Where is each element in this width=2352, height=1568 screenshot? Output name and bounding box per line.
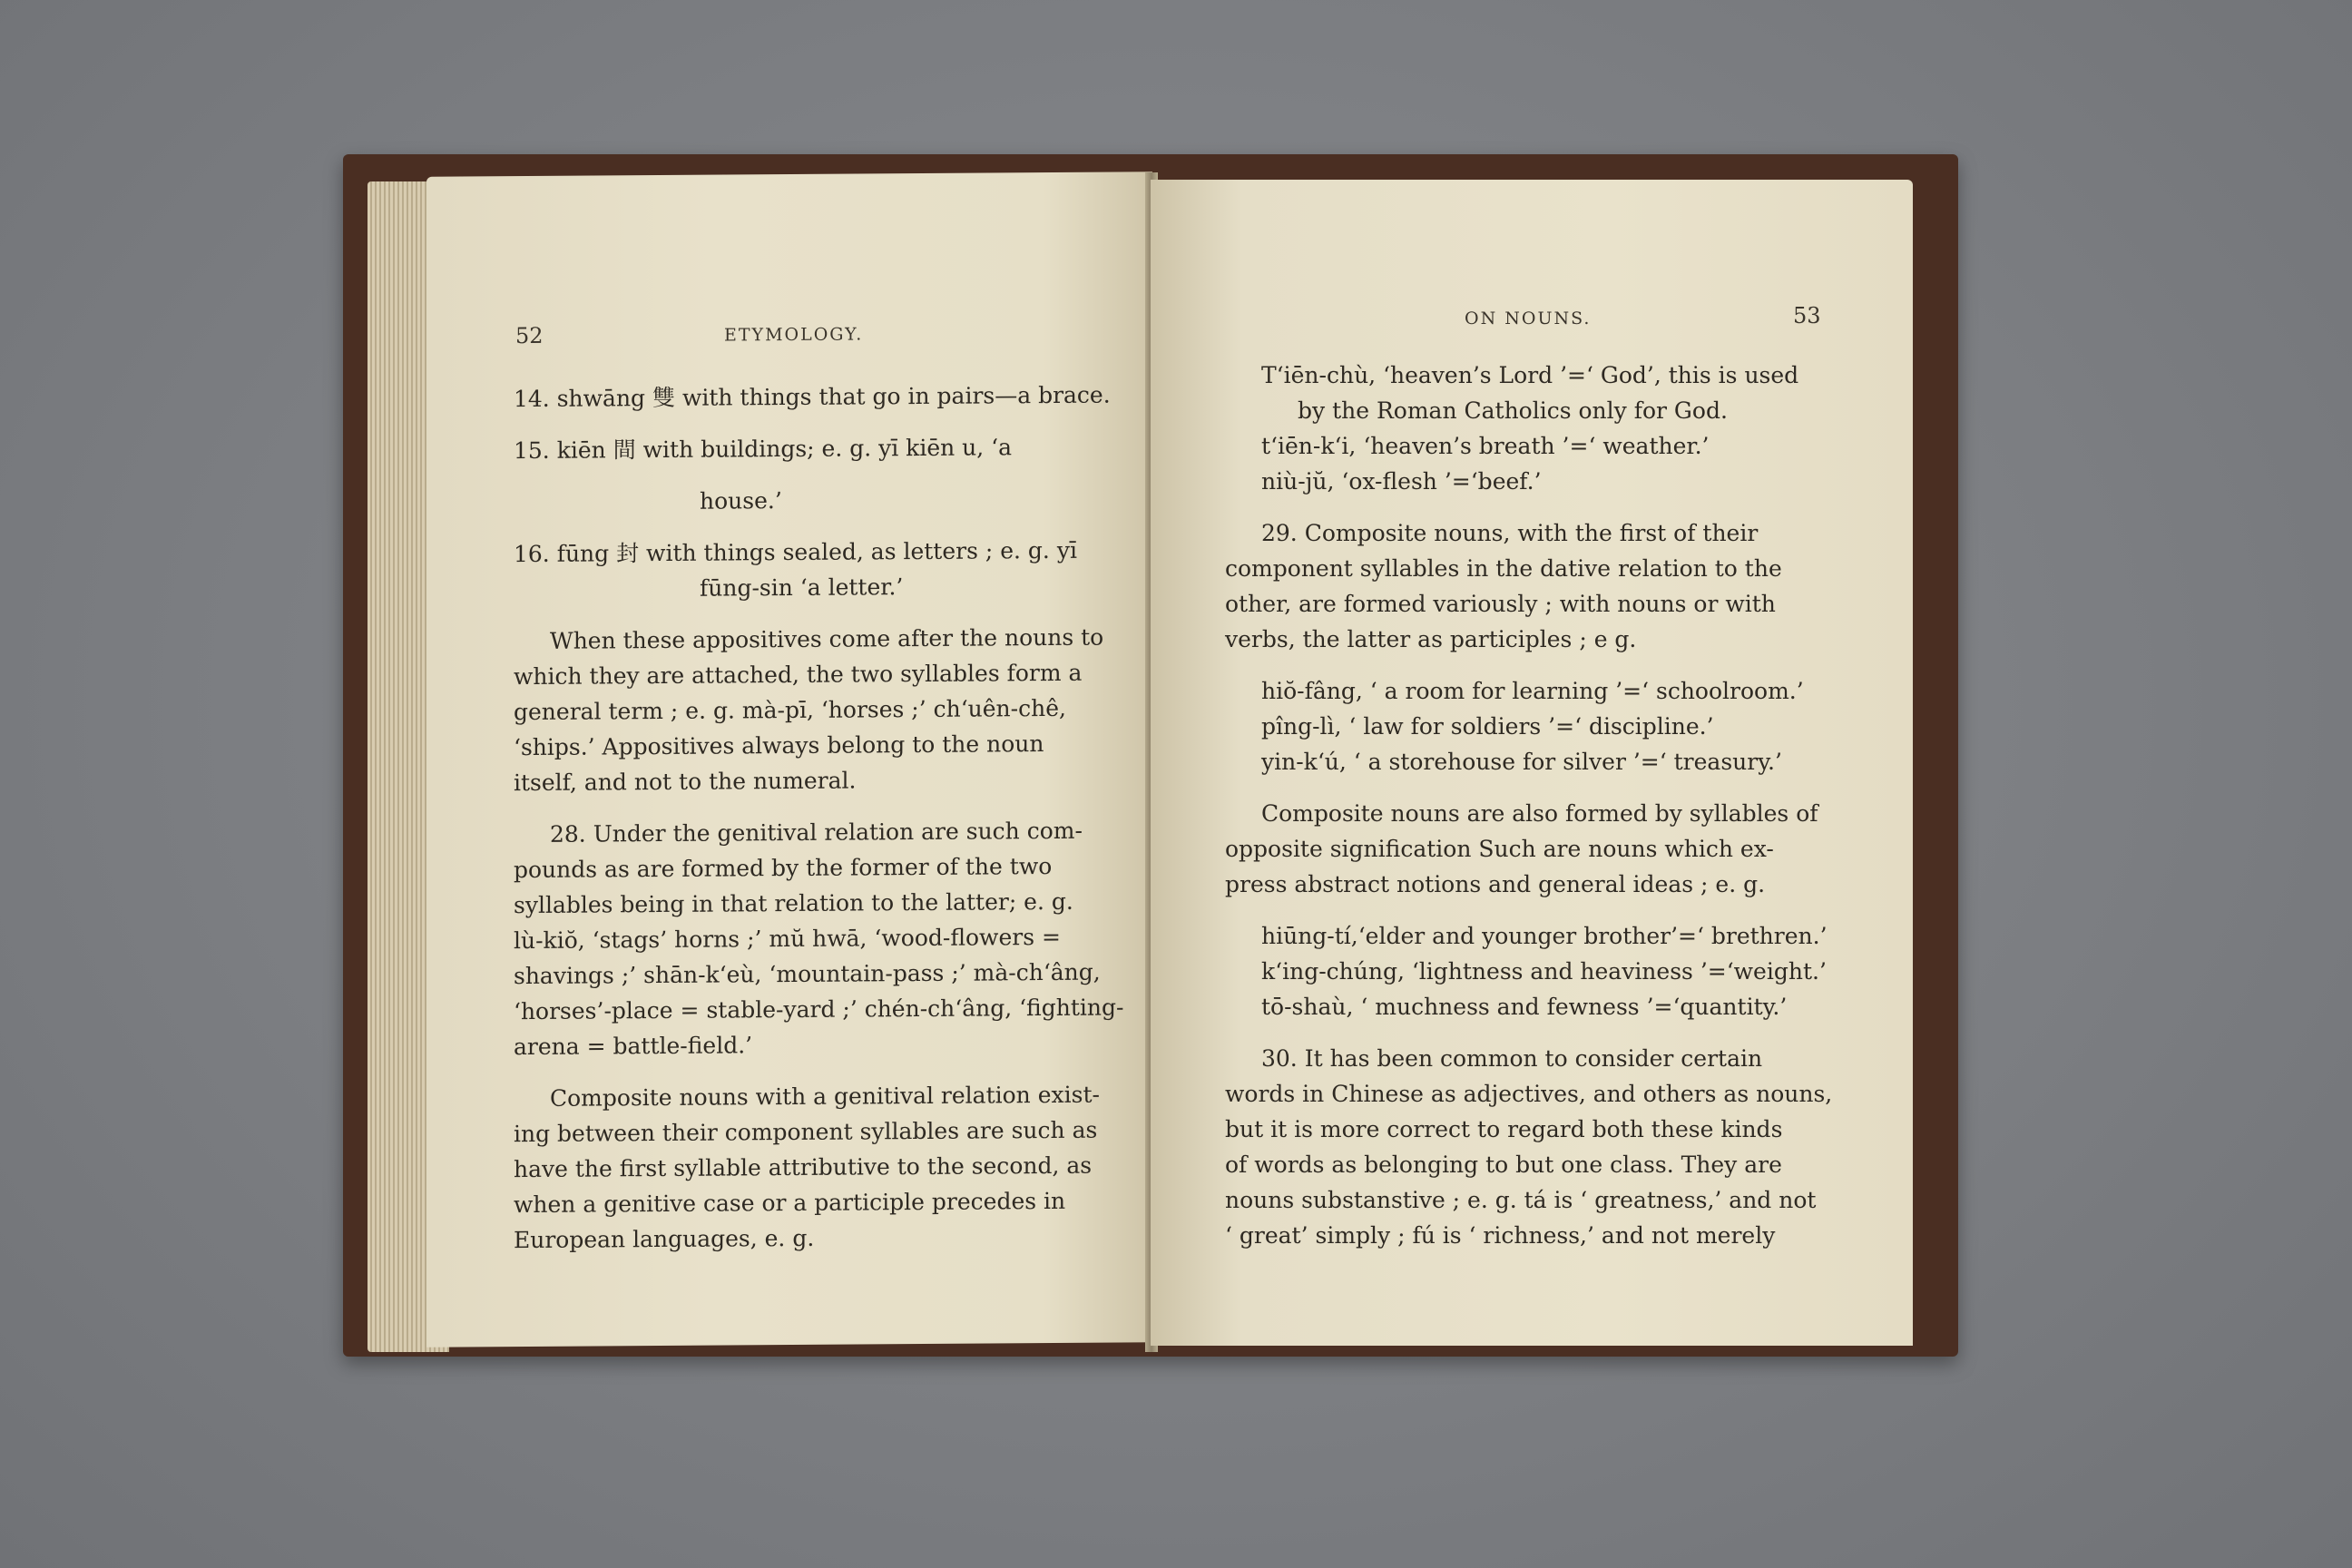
text-line: syllables being in that relation to the latter; e. g. [514, 887, 1073, 919]
text-line: niù-jŭ, ‘ox-flesh ’=‘beef.’ [1261, 468, 1542, 495]
text-line: fūng-sin ‘a letter.’ [700, 573, 904, 602]
right-page-text [1225, 358, 1832, 1253]
text-line: arena = battle-field.’ [514, 1032, 753, 1061]
text-line: general term ; e. g. mà-pī, ‘horses ;’ ch‘uên-chê, [514, 694, 1066, 726]
text-line: T‘iēn-chù, ‘heaven’s Lord ’=‘ God’, this is used [1261, 362, 1799, 388]
text-line: t‘iēn-k‘i, ‘heaven’s breath ’=‘ weather.’ [1261, 433, 1710, 459]
left-page-number: 52 [515, 322, 544, 349]
text-line: press abstract notions and general ideas ; e. g. [1225, 871, 1766, 897]
text-line: ‘horses’-place = stable-yard ;’ chén-ch‘âng, ‘fighting- [514, 994, 1124, 1025]
text-line: opposite signification Such are nouns which ex- [1225, 836, 1774, 862]
left-page [426, 172, 1152, 1348]
text-line: by the Roman Catholics only for God. [1298, 397, 1728, 424]
text-line: itself, and not to the numeral. [514, 767, 857, 797]
text-line: European languages, e. g. [514, 1224, 815, 1254]
text-line: when a genitive case or a participle precedes in [514, 1187, 1066, 1219]
right-page [1151, 180, 1913, 1346]
text-line: 16. fūng 封 with things sealed, as letters ; e. g. yī [514, 536, 1077, 568]
text-line: hiūng-tí,‘elder and younger brother’=‘ brethren.’ [1261, 923, 1828, 949]
text-line: k‘ing-chúng, ‘lightness and heaviness ’=‘weight.’ [1261, 958, 1827, 985]
left-running-head: ETYMOLOGY. [724, 324, 864, 346]
text-line: of words as belonging to but one class. They are [1225, 1152, 1782, 1178]
text-line: Composite nouns are also formed by syllables of [1261, 800, 1818, 827]
text-line: When these appositives come after the nouns to [550, 623, 1104, 654]
text-line: words in Chinese as adjectives, and others as nouns, [1225, 1081, 1833, 1107]
text-line: which they are attached, the two syllables form a [514, 659, 1083, 691]
text-line: 14. shwāng 雙 with things that go in pairs—a brace. [514, 381, 1111, 413]
text-line: but it is more correct to regard both these kinds [1225, 1116, 1783, 1142]
text-line: house.’ [700, 487, 782, 514]
text-line: verbs, the latter as participles ; e g. [1225, 626, 1637, 652]
right-page-number: 53 [1793, 303, 1821, 328]
text-line: tō-shaù, ‘ muchness and fewness ’=‘quantity.’ [1261, 994, 1788, 1020]
left-page-text [514, 377, 1123, 1258]
text-line: ing between their component syllables are such as [514, 1116, 1098, 1148]
text-line: 15. kiēn 間 with buildings; e. g. yī kiēn u, ‘a [514, 434, 1013, 465]
text-line: pîng-lì, ‘ law for soldiers ’=‘ discipline.’ [1261, 713, 1714, 740]
text-line: have the first syllable attributive to the second, as [514, 1152, 1093, 1183]
text-line: other, are formed variously ; with nouns or with [1225, 591, 1776, 617]
text-line: Composite nouns with a genitival relation exist- [550, 1081, 1100, 1112]
text-line: 29. Composite nouns, with the first of their [1261, 520, 1759, 546]
text-line: yin-k‘ú, ‘ a storehouse for silver ’=‘ treasury.’ [1261, 749, 1782, 775]
text-line: pounds as are formed by the former of the two [514, 852, 1053, 884]
text-line: 28. Under the genitival relation are such com- [550, 817, 1083, 848]
text-line: 30. It has been common to consider certain [1261, 1045, 1763, 1072]
text-line: ‘ships.’ Appositives always belong to the noun [514, 730, 1044, 761]
text-line: hiŏ-fâng, ‘ a room for learning ’=‘ schoolroom.’ [1261, 678, 1804, 704]
text-line: component syllables in the dative relation to the [1225, 555, 1782, 582]
text-line: ‘ great’ simply ; fú is ‘ richness,’ and not merely [1225, 1222, 1776, 1249]
text-line: nouns substanstive ; e. g. tá is ‘ greatness,’ and not [1225, 1187, 1817, 1213]
right-running-head: ON NOUNS. [1465, 309, 1592, 328]
text-line: shavings ;’ shān-k‘eù, ‘mountain-pass ;’ mà-ch‘âng, [514, 958, 1101, 990]
text-line: lù-kiŏ, ‘stags’ horns ;’ mŭ hwā, ‘wood-flowers = [514, 923, 1061, 955]
